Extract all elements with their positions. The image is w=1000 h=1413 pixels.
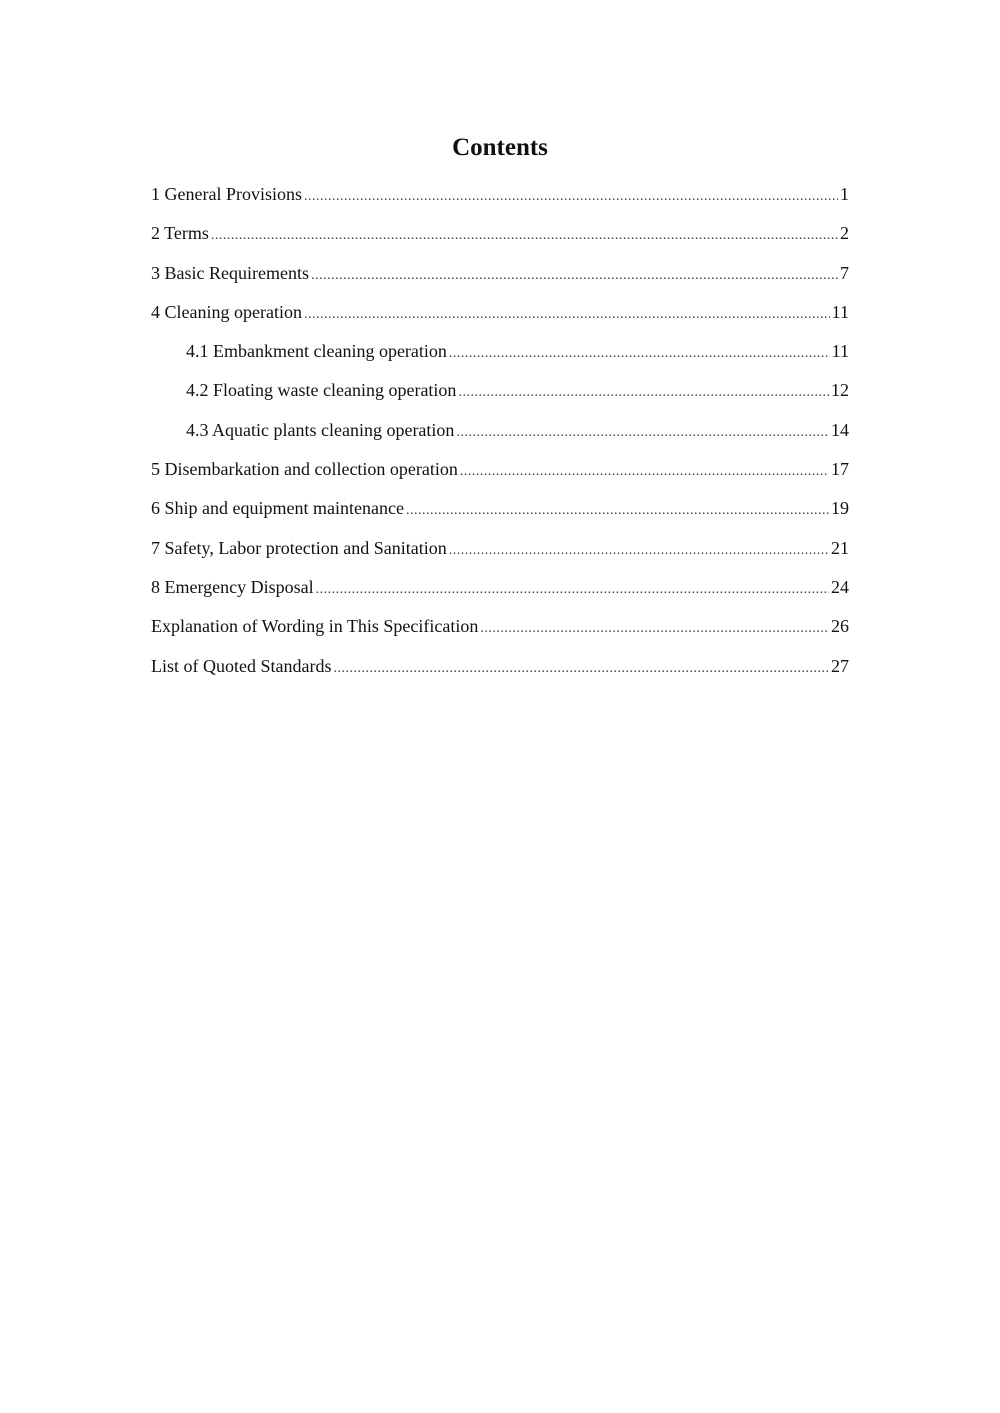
toc-entry[interactable]	[151, 529, 849, 568]
toc-entry-label: 4.1 Embankment cleaning operation	[186, 341, 447, 362]
toc-entry-page-number: 17	[831, 459, 849, 480]
toc-dot-leader	[304, 295, 830, 334]
toc-entry[interactable]	[151, 371, 849, 410]
toc-entry-page-number: 27	[831, 655, 849, 676]
toc-entry-label: 4.2 Floating waste cleaning operation	[186, 380, 457, 401]
toc-entry-label: 2 Terms	[151, 223, 209, 244]
toc-entry[interactable]	[151, 332, 849, 371]
toc-entry-page-number: 19	[831, 498, 849, 519]
toc-entry-label: 3 Basic Requirements	[151, 262, 309, 283]
toc-entry-label: 5 Disembarkation and collection operation	[151, 459, 458, 480]
toc-entry[interactable]	[151, 214, 849, 253]
toc-dot-leader	[456, 413, 829, 452]
toc-entry-label: 8 Emergency Disposal	[151, 576, 314, 597]
toc-dot-leader	[449, 334, 830, 373]
toc-entry-label: List of Quoted Standards	[151, 655, 332, 676]
toc-dot-leader	[458, 373, 829, 412]
toc-dot-leader	[304, 177, 838, 216]
toc-title: Contents	[452, 134, 548, 161]
toc-entry[interactable]	[151, 254, 849, 293]
toc-dot-leader	[406, 491, 829, 530]
toc-dot-leader	[333, 649, 829, 688]
toc-entry-page-number: 12	[831, 380, 849, 401]
toc-entry-label: Explanation of Wording in This Specification	[151, 616, 479, 637]
toc-dot-leader	[460, 452, 829, 491]
toc-entry[interactable]	[151, 489, 849, 528]
toc-entry-label: 4 Cleaning operation	[151, 301, 302, 322]
toc-entry[interactable]	[151, 175, 849, 214]
toc-entry-page-number: 21	[831, 537, 849, 558]
toc-dot-leader	[311, 256, 838, 295]
toc-entry[interactable]	[151, 568, 849, 607]
toc-dot-leader	[316, 570, 829, 609]
toc-entry[interactable]	[151, 411, 849, 450]
toc-entry-page-number: 11	[831, 301, 849, 322]
toc-entry-label: 1 General Provisions	[151, 184, 302, 204]
toc-entry-label: 6 Ship and equipment maintenance	[151, 498, 404, 519]
toc-entry-page-number: 14	[831, 419, 849, 440]
toc-dot-leader	[449, 531, 829, 570]
toc-entry-label: 4.3 Aquatic plants cleaning operation	[186, 419, 455, 440]
toc-entry[interactable]	[151, 647, 849, 686]
toc-entry-page-number: 2	[840, 223, 849, 244]
toc-entry[interactable]	[151, 607, 849, 646]
toc-entry-label: 7 Safety, Labor protection and Sanitation	[151, 537, 447, 558]
toc-dot-leader	[211, 216, 838, 255]
toc-entry-page-number: 11	[831, 341, 849, 362]
toc-list	[151, 175, 849, 686]
toc-entry-page-number: 1	[840, 184, 849, 204]
toc-entry-page-number: 24	[831, 576, 849, 597]
toc-entry[interactable]	[151, 450, 849, 489]
toc-entry-page-number: 26	[831, 616, 849, 637]
toc-entry[interactable]	[151, 293, 849, 332]
toc-dot-leader	[480, 609, 829, 648]
toc-entry-page-number: 7	[840, 262, 849, 283]
